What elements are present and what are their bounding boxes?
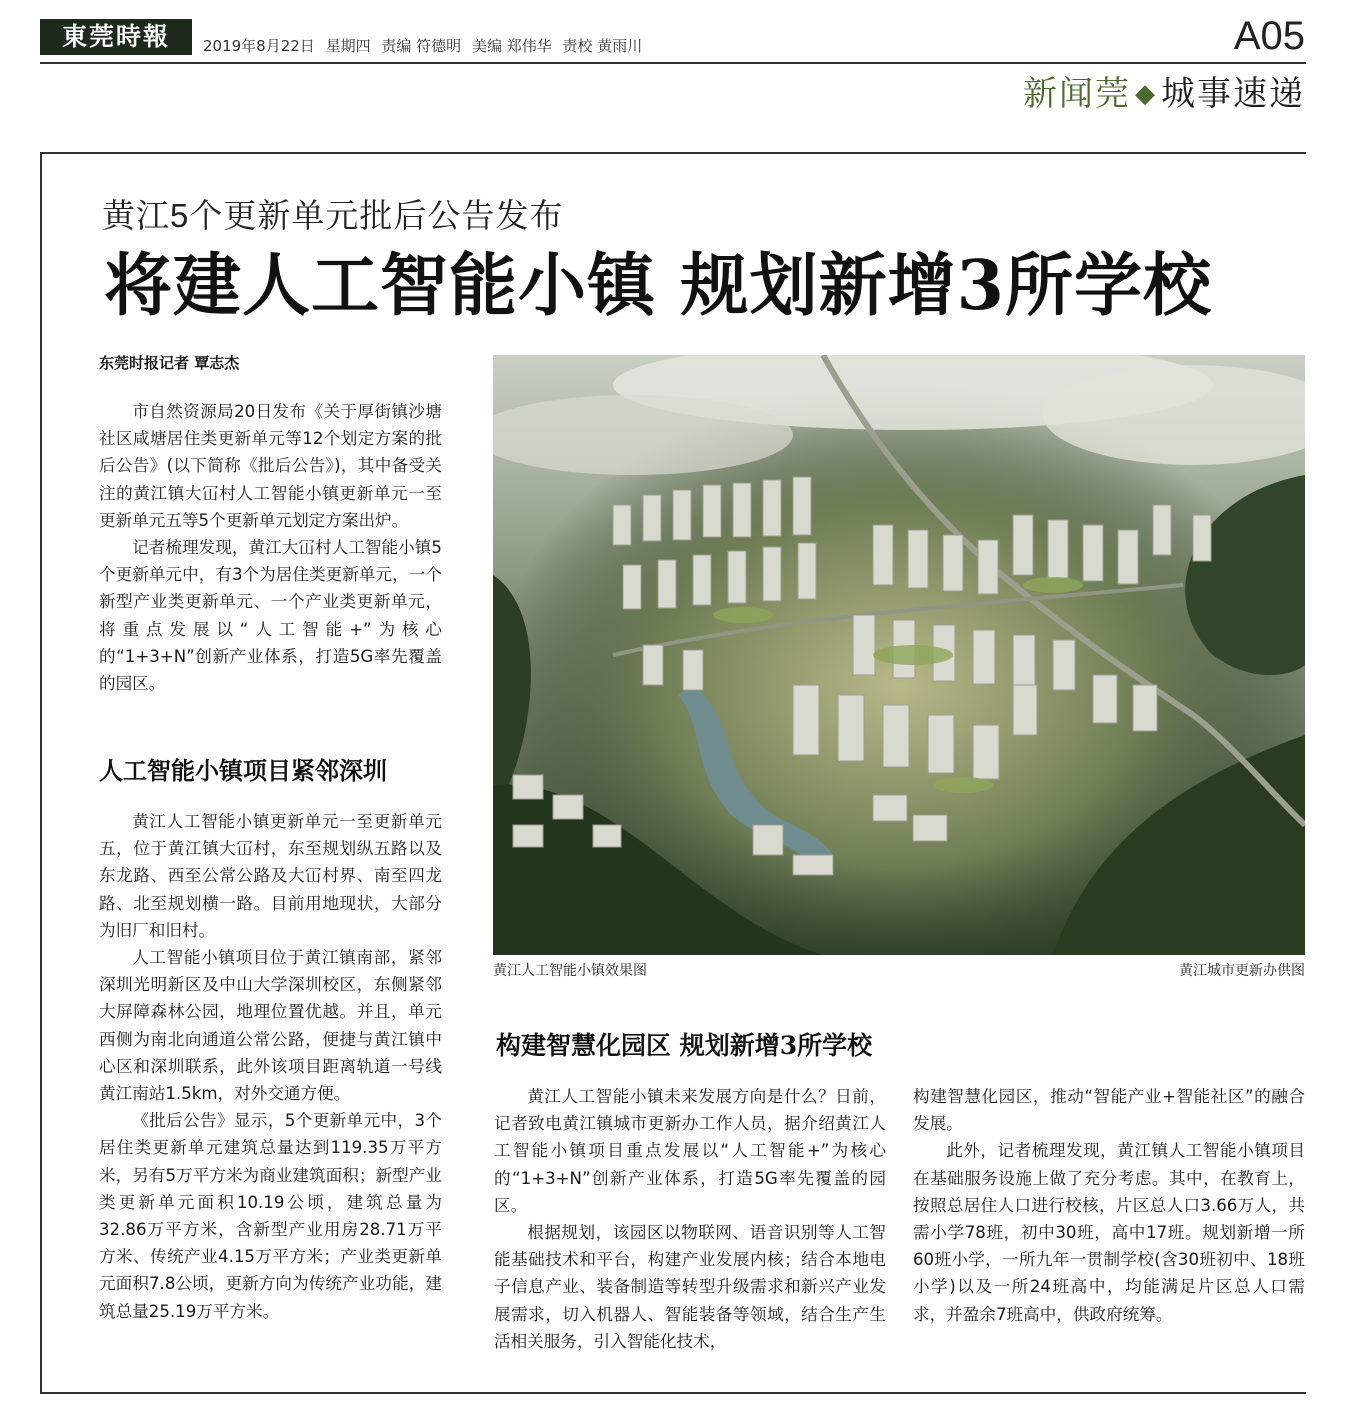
masthead-rule [40, 62, 1306, 64]
section-heading-smart-park: 构建智慧化园区 规划新增3所学校 [496, 1031, 873, 1060]
town-rendering-photo [493, 355, 1305, 955]
article-byline: 东莞时报记者 覃志杰 [99, 354, 240, 372]
left-column [99, 398, 442, 697]
editor-credit: 责编 符德明 [381, 37, 462, 55]
middle-column [494, 1083, 886, 1355]
paragraph: 《批后公告》显示，5个更新单元中，3个居住类更新单元建筑总量达到119.35万平方米，另有5万平方米为商业建筑面积；新型产业类更新单元面积10.19公顷，建筑总量为32.86万平方米，含新型产业用房28.71万平方米、传统产业4.15万平方米；产业类更新单元面积7.8公顷，更新方向为传统产业功能，建筑总量25.19万平方米。 [99, 1111, 442, 1321]
dateline [203, 35, 648, 56]
section-name: 新闻莞 [1023, 74, 1131, 114]
article-subhead: 黄江5个更新单元批后公告发布 [102, 197, 564, 234]
paragraph: 黄江人工智能小镇未来发展方向是什么？日前，记者致电黄江镇城市更新办工作人员，据介绍黄江人工智能小镇项目重点发展以“人工智能+”为核心的“1+3+N”创新产业体系，打造5G率先覆盖的园区。 [494, 1087, 886, 1215]
paragraph: 黄江人工智能小镇更新单元一至更新单元五，位于黄江镇大冚村，东至规划纵五路以及东龙路、西至公常公路及大冚村界、南至四龙路、北至规划横一路。目前用地现状，大部分为旧厂和旧村。 [99, 812, 442, 940]
paragraph: 记者梳理发现，黄江大冚村人工智能小镇5个更新单元中，有3个为居住类更新单元，一个新型产业类更新单元、一个产业类更新单元，将重点发展以“人工智能+”为核心的“1+3+N”创新产业体系，打造5G率先覆盖的园区。 [99, 538, 442, 694]
section-title [1023, 66, 1305, 115]
paragraph-continuation: 构建智慧化园区，推动“智能产业+智能社区”的融合发展。 [913, 1087, 1305, 1134]
subsection-name: 城事速递 [1161, 74, 1305, 114]
page-number: A05 [1233, 14, 1305, 58]
diamond-icon: ◆ [1135, 79, 1157, 109]
issue-date: 2019年8月22日 [203, 37, 315, 55]
paragraph: 市自然资源局20日发布《关于厚街镇沙塘社区咸塘居住类更新单元等12个划定方案的批后公告》(以下简称《批后公告》)，其中备受关注的黄江镇大冚村人工智能小镇更新单元一至更新单元五等5个更新单元划定方案出炉。 [99, 402, 442, 530]
article-headline: 将建人工智能小镇 规划新增3所学校 [104, 246, 1212, 326]
paragraph: 人工智能小镇项目位于黄江镇南部，紧邻深圳光明新区及中山大学深圳校区，东侧紧邻大屏障森林公园，地理位置优越。并且，单元西侧为南北向通道公常公路，便捷与黄江镇中心区和深圳联系，此外该项目距离轨道一号线黄江南站1.5km，对外交通方便。 [99, 948, 442, 1104]
right-column [913, 1083, 1305, 1328]
photo-credit: 黄江城市更新办供图 [1179, 963, 1305, 979]
section-heading-neighbor-shenzhen: 人工智能小镇项目紧邻深圳 [99, 756, 387, 785]
aerial-rendering-illustration [493, 355, 1305, 955]
photo-caption: 黄江人工智能小镇效果图 [493, 963, 647, 979]
proofreader-credit: 责校 黄雨川 [562, 37, 643, 55]
designer-credit: 美编 郑伟华 [471, 37, 552, 55]
paragraph: 根据规划，该园区以物联网、语音识别等人工智能基础技术和平台，构建产业发展内核；结合本地电子信息产业、装备制造等转型升级需求和新兴产业发展需求，切入机器人、智能装备等领域，结合生产生活相关服务，引入智能化技术， [494, 1223, 886, 1351]
paragraph: 此外，记者梳理发现，黄江镇人工智能小镇项目在基础服务设施上做了充分考虑。其中，在教育上，按照总居住人口进行校核，片区总人口3.66万人，共需小学78班，初中30班，高中17班。规划新增一所60班小学，一所九年一贯制学校(含30班初中、18班小学)以及一所24班高中，均能满足片区总人口需求，并盈余7班高中，供政府统筹。 [913, 1141, 1305, 1324]
left-column-section1 [99, 808, 442, 1325]
newspaper-logo: 東莞時報 [40, 19, 192, 55]
issue-weekday: 星期四 [325, 37, 371, 55]
